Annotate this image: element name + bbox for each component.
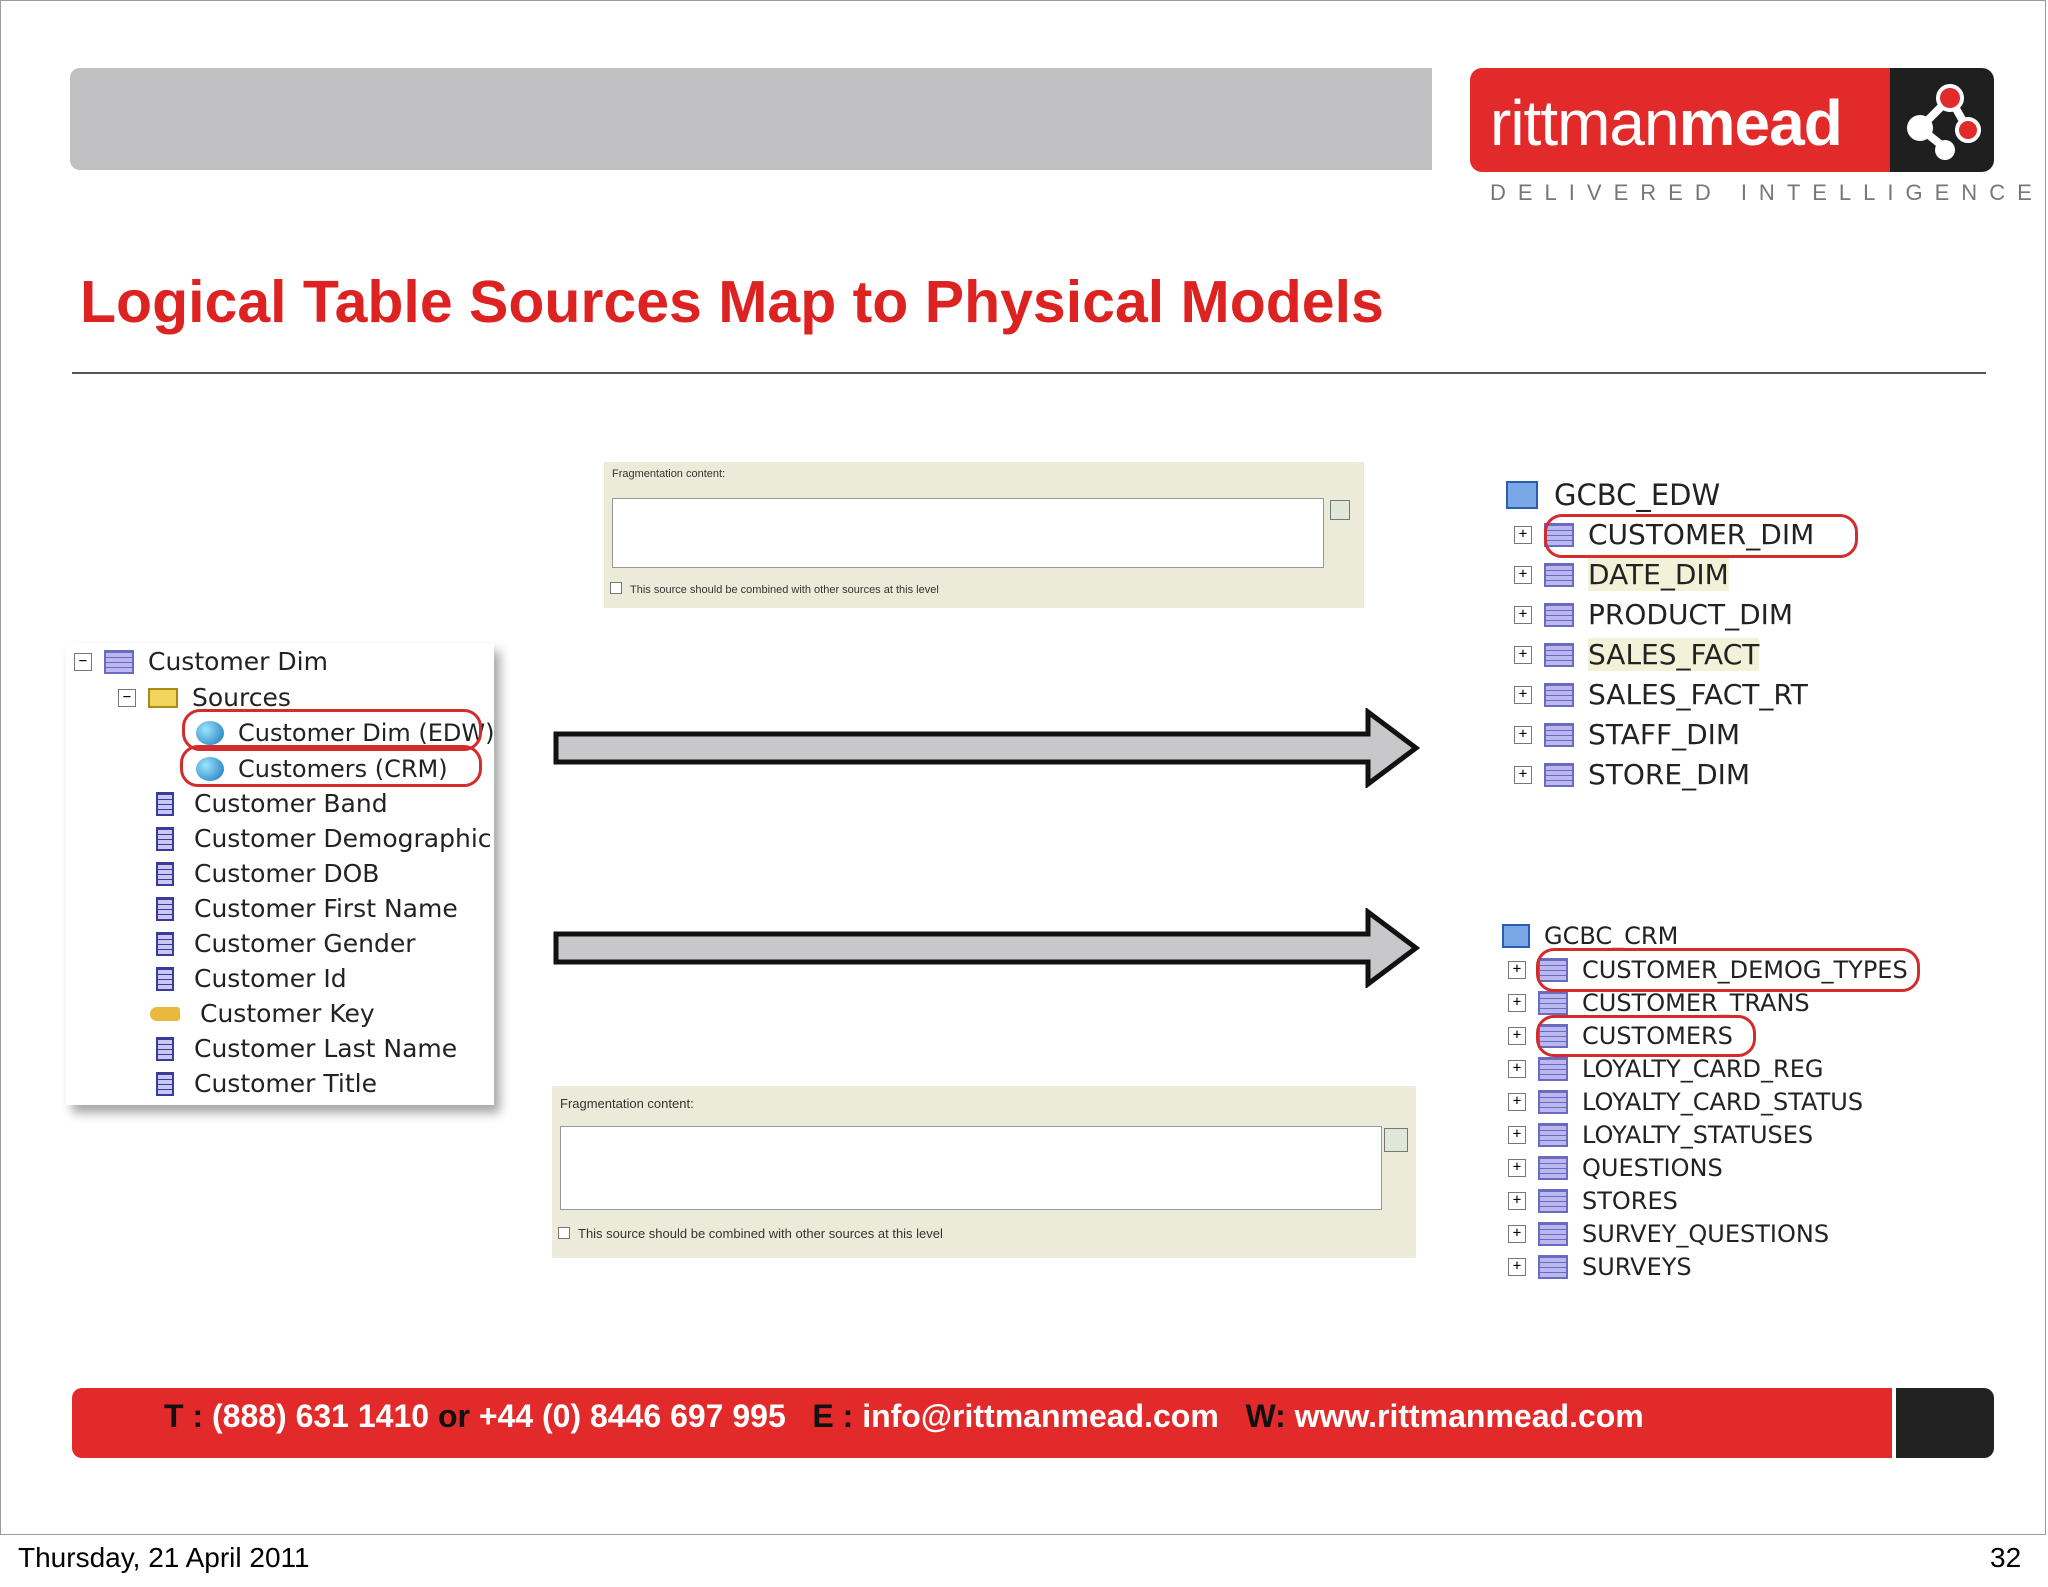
column-label: Customer Last Name [194, 1034, 458, 1063]
tree-root[interactable] [74, 647, 328, 676]
fragmentation-label: Fragmentation content: [612, 468, 726, 480]
logo-wordmark [1490, 78, 1842, 168]
physical-tree-crm [1496, 918, 1956, 1298]
expand-icon[interactable]: + [1508, 1258, 1526, 1276]
table-label: SURVEYS [1582, 1253, 1692, 1281]
column-label: Customer Key [200, 999, 375, 1028]
expand-icon[interactable]: + [1508, 1060, 1526, 1078]
column-label: Customer Title [194, 1069, 377, 1098]
title-divider [72, 372, 1986, 374]
column-icon [156, 897, 174, 921]
fragmentation-label: Fragmentation content: [560, 1096, 694, 1111]
table-label: STAFF_DIM [1588, 718, 1741, 751]
schema-node[interactable] [1502, 922, 1678, 950]
table-node[interactable] [1514, 718, 1740, 751]
column-label: Customer Gender [194, 929, 416, 958]
expression-builder-icon[interactable] [1384, 1128, 1408, 1152]
table-node[interactable] [1514, 558, 1729, 591]
expand-icon[interactable]: + [1514, 686, 1532, 704]
logical-table-icon [104, 650, 134, 674]
table-icon [1544, 763, 1574, 787]
column-item[interactable] [156, 824, 492, 853]
table-node[interactable] [1508, 1088, 1863, 1116]
database-icon [1502, 924, 1530, 948]
page-number: 32 [1990, 1542, 2022, 1573]
column-item[interactable] [156, 859, 379, 888]
phone-uk[interactable]: +44 (0) 8446 697 995 [478, 1398, 786, 1434]
highlight-ring [1536, 948, 1920, 992]
header-bar [70, 68, 1432, 170]
column-item[interactable] [156, 894, 458, 923]
expand-icon[interactable]: + [1514, 526, 1532, 544]
table-label: LOYALTY_CARD_REG [1582, 1055, 1824, 1083]
schema-label: GCBC_EDW [1554, 478, 1721, 512]
combine-sources-checkbox[interactable]: This source should be combined with other sources at this level [610, 582, 939, 596]
table-icon [1544, 643, 1574, 667]
table-icon [1544, 723, 1574, 747]
expand-icon[interactable]: + [1508, 1027, 1526, 1045]
column-icon [156, 827, 174, 851]
table-icon [1544, 563, 1574, 587]
logo-light: rittman [1490, 87, 1679, 159]
combine-sources-checkbox[interactable]: This source should be combined with other sources at this level [558, 1226, 943, 1241]
column-icon [156, 967, 174, 991]
column-label: Customer DOB [194, 859, 380, 888]
page-title: Logical Table Sources Map to Physical Models [80, 269, 1384, 335]
table-node[interactable] [1508, 1055, 1823, 1083]
column-icon [156, 1037, 174, 1061]
expand-icon[interactable]: + [1508, 1225, 1526, 1243]
fragmentation-textarea[interactable] [560, 1126, 1382, 1210]
column-icon [156, 862, 174, 886]
expand-icon[interactable]: + [1514, 566, 1532, 584]
table-node[interactable] [1514, 758, 1750, 791]
logical-table-tree [66, 643, 494, 1105]
table-label: CUSTOMER_DEMOG_TYPES [1582, 956, 1908, 984]
fragmentation-textarea[interactable] [612, 498, 1324, 568]
table-icon [1544, 603, 1574, 627]
folder-icon [148, 688, 178, 708]
table-label: CUSTOMER_DIM [1588, 518, 1815, 551]
table-label: PRODUCT_DIM [1588, 598, 1794, 631]
highlight-ring [1544, 514, 1858, 558]
table-icon [1538, 1255, 1568, 1279]
table-label: LOYALTY_CARD_STATUS [1582, 1088, 1864, 1116]
table-label: LOYALTY_STATUSES [1582, 1121, 1814, 1149]
expand-icon[interactable]: + [1508, 961, 1526, 979]
column-item[interactable] [156, 1034, 457, 1063]
table-icon [1538, 1156, 1568, 1180]
key-icon [150, 1007, 180, 1021]
table-icon [1538, 1057, 1568, 1081]
expand-icon[interactable]: + [1514, 646, 1532, 664]
or-text: or [437, 1398, 470, 1434]
column-icon [156, 932, 174, 956]
web-link[interactable]: www.rittmanmead.com [1294, 1398, 1644, 1434]
table-icon [1538, 1123, 1568, 1147]
arrow-icon [552, 908, 1422, 988]
expand-icon[interactable]: + [1508, 1093, 1526, 1111]
source-label: Customer Dim (EDW) [238, 719, 495, 747]
table-label: DATE_DIM [1588, 558, 1729, 591]
table-node[interactable] [1508, 1253, 1692, 1281]
tagline: DELIVERED INTELLIGENCE [1490, 180, 2044, 205]
table-node[interactable] [1514, 598, 1793, 631]
fragmentation-panel-bottom [552, 1086, 1416, 1258]
logo-bold: mead [1678, 87, 1842, 159]
expand-icon[interactable]: + [1508, 1192, 1526, 1210]
table-label: STORE_DIM [1588, 758, 1751, 791]
table-label: SURVEY_QUESTIONS [1582, 1220, 1830, 1248]
collapse-icon[interactable]: − [74, 653, 92, 671]
expand-icon[interactable]: + [1514, 726, 1532, 744]
table-label: STORES [1582, 1187, 1678, 1215]
email-label: E : [812, 1398, 854, 1434]
phone-label: T : [164, 1398, 204, 1434]
expand-icon[interactable]: + [1508, 994, 1526, 1012]
schema-label: GCBC_CRM [1544, 922, 1679, 950]
table-icon [1538, 991, 1568, 1015]
column-item[interactable] [156, 964, 347, 993]
expand-icon[interactable]: + [1514, 606, 1532, 624]
arrow-icon [552, 708, 1422, 788]
sources-label: Sources [192, 683, 291, 712]
table-label: CUSTOMERS [1582, 1022, 1733, 1050]
table-icon [1544, 683, 1574, 707]
column-label: Customer Band [194, 789, 388, 818]
column-label: Customer Demographic [194, 824, 492, 853]
column-item[interactable] [156, 789, 388, 818]
column-label: Customer First Name [194, 894, 458, 923]
column-item[interactable] [156, 1069, 377, 1098]
fragmentation-panel-top [604, 462, 1364, 608]
tree-root-label: Customer Dim [148, 647, 328, 676]
database-icon [1506, 481, 1538, 509]
footer-accent [1896, 1388, 1994, 1458]
table-icon [1538, 1090, 1568, 1114]
table-label: SALES_FACT_RT [1588, 678, 1808, 711]
table-node[interactable] [1508, 1220, 1829, 1248]
highlight-ring [1536, 1015, 1756, 1057]
expression-builder-icon[interactable] [1330, 500, 1350, 520]
column-label: Customer Id [194, 964, 347, 993]
table-node[interactable] [1514, 638, 1759, 671]
logo-mark-icon [1890, 68, 1994, 172]
contact-line [164, 1398, 1644, 1435]
sources-folder[interactable] [118, 683, 291, 712]
column-item[interactable] [150, 999, 375, 1028]
column-icon [156, 1072, 174, 1096]
expand-icon[interactable]: + [1508, 1159, 1526, 1177]
table-icon [1538, 1222, 1568, 1246]
highlight-ring [180, 745, 482, 787]
table-icon [1538, 1189, 1568, 1213]
table-node[interactable] [1508, 1187, 1678, 1215]
physical-tree-edw [1500, 474, 1920, 804]
schema-node[interactable] [1506, 478, 1720, 512]
table-node[interactable] [1508, 989, 1810, 1017]
table-node[interactable] [1514, 678, 1808, 711]
table-label: QUESTIONS [1582, 1154, 1723, 1182]
web-label: W: [1245, 1398, 1286, 1434]
column-icon [156, 792, 174, 816]
table-node[interactable] [1508, 1121, 1813, 1149]
table-node[interactable] [1508, 1154, 1723, 1182]
table-label: SALES_FACT [1588, 638, 1760, 671]
phone-us[interactable]: (888) 631 1410 [211, 1398, 430, 1434]
source-label: Customers (CRM) [238, 755, 448, 783]
table-label: CUSTOMER_TRANS [1582, 989, 1810, 1017]
expand-icon[interactable]: + [1514, 766, 1532, 784]
email-link[interactable]: info@rittmanmead.com [862, 1398, 1219, 1434]
column-item[interactable] [156, 929, 416, 958]
expand-icon[interactable]: + [1508, 1126, 1526, 1144]
collapse-icon[interactable]: − [118, 689, 136, 707]
slide-date: Thursday, 21 April 2011 [18, 1542, 310, 1573]
